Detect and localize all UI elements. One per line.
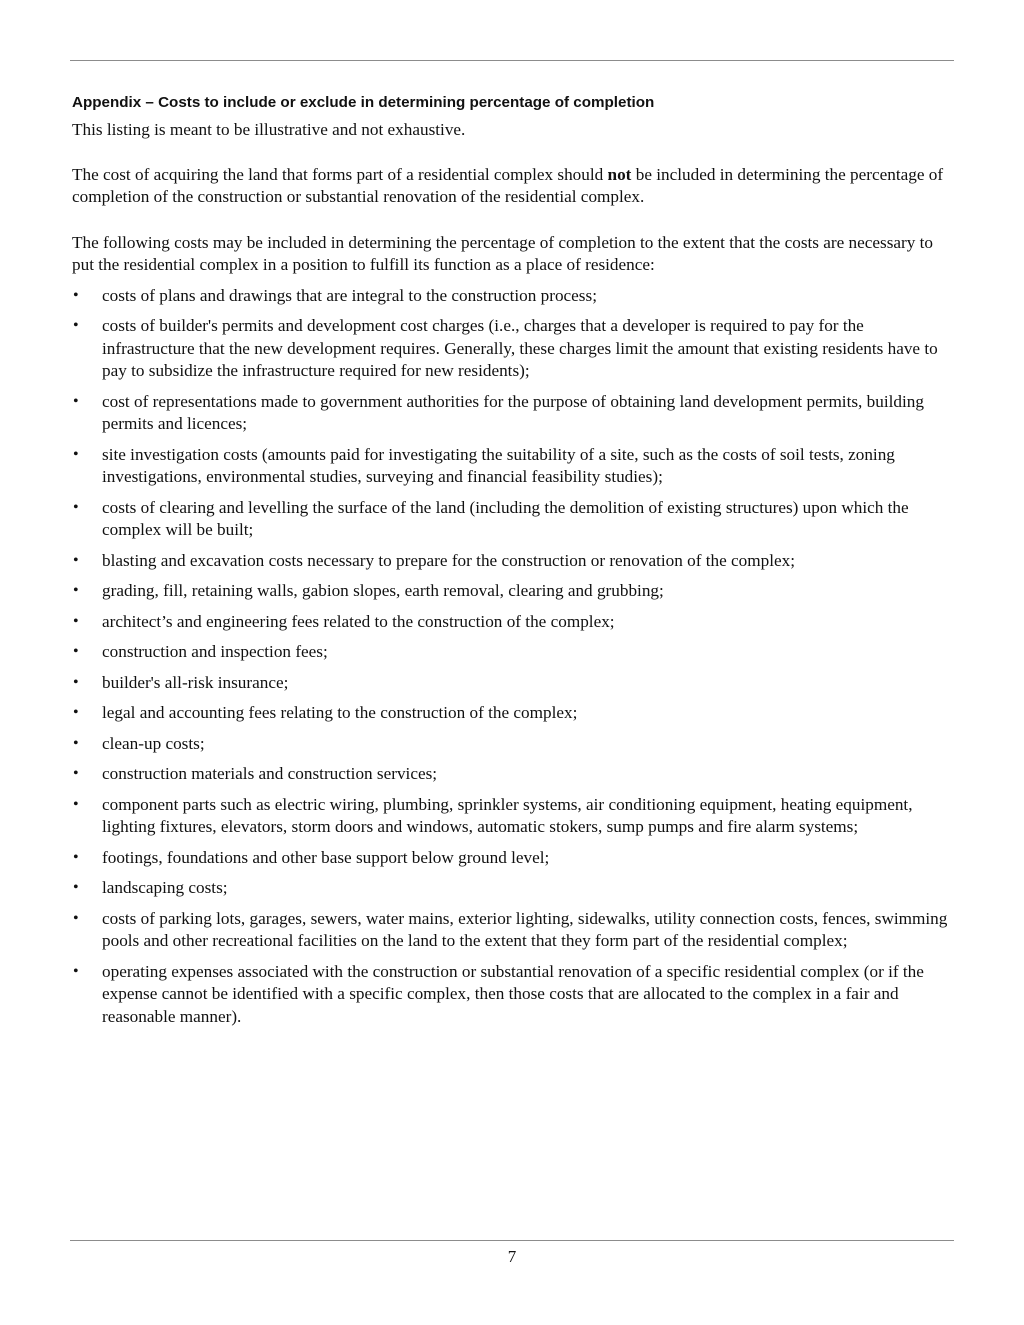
list-item <box>72 497 954 542</box>
bullet-icon: • <box>73 551 79 569</box>
bullet-icon: • <box>73 734 79 752</box>
bullet-icon: • <box>73 765 79 782</box>
list-item-text: construction and inspection fees; <box>102 642 328 661</box>
bullet-icon: • <box>73 317 79 334</box>
list-item-text: builder's all-risk insurance; <box>102 672 289 692</box>
bullet-icon: • <box>73 392 79 410</box>
list-item-text: costs of builder's permits and development cost charges (i.e., charges that a developer is required to pay for the infrastructure that the new development requires. Generally, these charges limit the amount that existing residents have to pay to subsidize the infrastructure required for new residents); <box>102 316 938 380</box>
list-item <box>72 391 954 436</box>
page-number: 7 <box>507 1247 517 1266</box>
list-item <box>72 580 954 603</box>
bullet-icon: • <box>73 795 79 813</box>
list-item <box>72 794 954 839</box>
intro-paragraph: This listing is meant to be illustrative and not exhaustive. <box>72 120 466 139</box>
list-item <box>72 641 954 664</box>
header-rule <box>70 60 954 61</box>
list-item <box>72 763 954 786</box>
list-item <box>72 702 954 725</box>
land-cost-emphasis: not <box>607 164 632 184</box>
list-item <box>72 672 954 695</box>
included-costs-list <box>72 285 954 1029</box>
bullet-icon: • <box>73 612 79 630</box>
list-item-text: operating expenses associated with the construction or substantial renovation of a specific residential complex (or if the expense cannot be identified with a specific complex, then those costs that are allocated to the complex in a fair and reasonable manner). <box>102 961 924 1026</box>
footer-rule <box>70 1240 954 1241</box>
land-cost-paragraph <box>72 164 954 209</box>
list-item-text: clean-up costs; <box>102 733 205 753</box>
page-content <box>72 93 954 1036</box>
list-item-text: costs of plans and drawings that are integral to the construction process; <box>102 285 597 305</box>
list-item <box>72 315 954 383</box>
bullet-icon: • <box>73 909 79 927</box>
appendix-heading: Appendix – Costs to include or exclude in determining percentage of completion <box>72 94 655 111</box>
bullet-icon: • <box>73 498 79 516</box>
list-item <box>72 444 954 489</box>
list-item-text: construction materials and construction services; <box>102 764 438 783</box>
list-item <box>72 550 954 573</box>
list-item-text: footings, foundations and other base support below ground level; <box>102 847 550 867</box>
list-item <box>72 285 954 308</box>
bullet-icon: • <box>73 673 79 691</box>
list-item <box>72 611 954 634</box>
list-item-text: costs of clearing and levelling the surface of the land (including the demolition of existing structures) upon which the complex will be built; <box>102 497 909 539</box>
bullet-icon: • <box>73 962 79 980</box>
included-costs-paragraph: The following costs may be included in determining the percentage of completion to the extent that the costs are necessary to put the residential complex in a position to fulfill its function as a place of residence: <box>72 232 934 274</box>
list-item-text: legal and accounting fees relating to the construction of the complex; <box>102 703 578 722</box>
bullet-icon: • <box>73 286 79 304</box>
bullet-icon: • <box>73 643 79 660</box>
land-cost-text-before: The cost of acquiring the land that forms part of a residential complex should <box>72 164 608 184</box>
list-item-text: site investigation costs (amounts paid for investigating the suitability of a site, such as the costs of soil tests, zoning investigations, environmental studies, surveying and financial feasibility studies); <box>102 444 895 486</box>
bullet-icon: • <box>73 704 79 721</box>
list-item-text: architect’s and engineering fees related to the construction of the complex; <box>102 611 615 631</box>
list-item-text: blasting and excavation costs necessary to prepare for the construction or renovation of the complex; <box>102 550 795 570</box>
bullet-icon: • <box>73 879 79 896</box>
list-item-text: grading, fill, retaining walls, gabion slopes, earth removal, clearing and grubbing; <box>102 581 664 600</box>
bullet-icon: • <box>73 582 79 599</box>
list-item-text: cost of representations made to government authorities for the purpose of obtaining land development permits, building permits and licences; <box>102 391 924 433</box>
list-item <box>72 877 954 900</box>
list-item <box>72 908 954 953</box>
list-item <box>72 961 954 1029</box>
land-cost-text-after: be included in determining the percentage of completion of the construction or substantial renovation of the residential complex. <box>72 164 944 206</box>
list-item-text: landscaping costs; <box>102 878 228 897</box>
bullet-icon: • <box>73 848 79 866</box>
list-item <box>72 733 954 756</box>
list-item <box>72 847 954 870</box>
list-item-text: component parts such as electric wiring, plumbing, sprinkler systems, air conditioning equipment, heating equipment, lighting fixtures, elevators, storm doors and windows, automatic stokers, sump pumps and fire alarm systems; <box>102 794 913 836</box>
list-item-text: costs of parking lots, garages, sewers, water mains, exterior lighting, sidewalks, utility connection costs, fences, swimming pools and other recreational facilities on the land to the extent that they form part of the residential complex; <box>102 908 948 950</box>
bullet-icon: • <box>73 445 79 463</box>
